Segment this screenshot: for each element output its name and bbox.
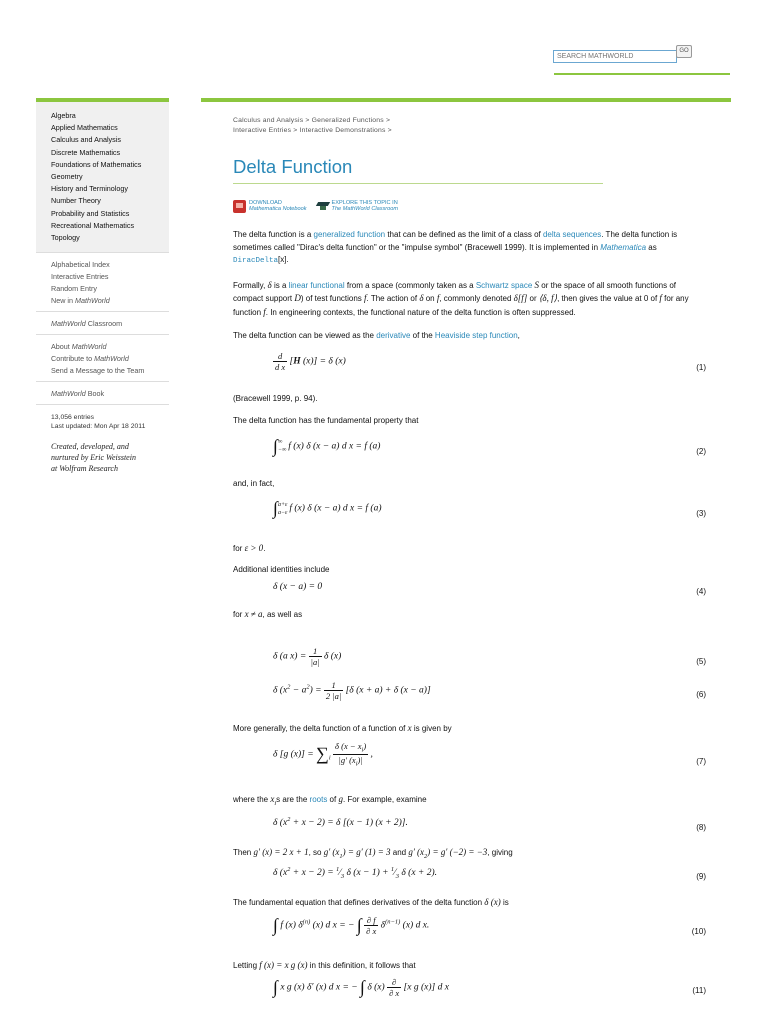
topic-number-theory[interactable]: Number Theory: [51, 196, 101, 206]
delta-sequences-link[interactable]: delta sequences: [542, 230, 602, 239]
new-in-italic: MathWorld: [74, 296, 110, 306]
download-line-1: DOWNLOAD: [249, 199, 282, 206]
topic-calculus-and-analysis[interactable]: Calculus and Analysis: [51, 135, 121, 145]
equation-6: δ $(x^2 - a^2)$ = $\frac{1}{2 |a|}$ [δ (x + a) + δ (x − a)] (6): [273, 679, 706, 701]
book-rest: Book: [85, 389, 105, 399]
generalized-function-link[interactable]: generalized function: [313, 230, 386, 239]
formal-paragraph: Formally, δ is a linear functional from a space (commonly taken as a Schwartz space S or the space of all smooth functions of compact support D) of test functions f. The action of δ on f, commonly denoted δ[f] or ⟨δ, f⟩, then gives the value at 0 of f for any function f. In engineering contexts, the functional nature of the delta function is often suppressed.: [233, 279, 689, 317]
t: where the: [233, 795, 271, 804]
roots-link[interactable]: roots: [309, 795, 328, 804]
nav-block-2: [36, 311, 169, 334]
t: for: [233, 610, 245, 619]
download-line-2: Mathematica Notebook: [249, 206, 307, 212]
equation-number-3: (3): [696, 509, 706, 518]
nav-block-1: [36, 252, 169, 311]
equation-number-7: (7): [696, 757, 706, 766]
topic-algebra[interactable]: Algebra: [51, 111, 76, 120]
topic-foundations-of-mathematics[interactable]: Foundations of Mathematics: [51, 159, 142, 169]
book-link[interactable]: [51, 388, 169, 400]
t: , commonly denoted: [439, 294, 514, 303]
t: The fundamental equation that defines derivatives of the delta function: [233, 897, 485, 907]
graduation-cap-icon: [317, 200, 329, 212]
t: Letting: [233, 961, 260, 971]
random-entry-link[interactable]: Random Entry: [51, 284, 97, 294]
about-prefix: About: [51, 342, 72, 352]
equation-number-6: (6): [696, 689, 706, 699]
contribute-prefix: Contribute to: [51, 354, 95, 364]
t: for: [233, 544, 245, 553]
classroom-link[interactable]: [51, 318, 169, 330]
t: or the space of all smooth functions of compact support: [233, 280, 677, 303]
equation-number-5: (5): [696, 656, 706, 666]
main-bar: [201, 98, 731, 102]
t: in this definition, it follows that: [307, 961, 416, 971]
t: is: [500, 897, 509, 907]
interactive-entries-link[interactable]: Interactive Entries: [51, 272, 109, 282]
topic-topology[interactable]: Topology: [51, 233, 80, 243]
t: s are the: [276, 795, 310, 804]
breadcrumb-line-1[interactable]: Calculus and Analysis > Generalized Functions >: [233, 117, 391, 124]
topic-probability-and-statistics[interactable]: Probability and Statistics: [51, 208, 130, 218]
send-message-link[interactable]: Send a Message to the Team: [51, 366, 145, 376]
equation-number-9: (9): [696, 871, 706, 881]
t: of: [327, 795, 339, 804]
t: on: [423, 294, 437, 303]
explore-line-1: EXPLORE THIS TOPIC IN: [331, 199, 398, 206]
t: ,: [517, 331, 520, 340]
go-button[interactable]: GO: [676, 45, 692, 58]
equation-4: δ (x − a) = 0 (4): [273, 582, 706, 596]
t: , then gives the value at 0 of: [557, 294, 660, 303]
t: and: [390, 848, 409, 858]
equation-number-1: (1): [696, 362, 706, 372]
classroom-italic: MathWorld: [51, 319, 86, 329]
t: is a: [271, 280, 289, 290]
as-well-paragraph: for x ≠ a, as well as: [233, 609, 303, 619]
mathematica-link[interactable]: Mathematica: [600, 242, 647, 252]
t: Formally,: [233, 280, 268, 290]
t: .: [263, 544, 266, 553]
header-rule: [554, 73, 730, 75]
citation-paragraph: (Bracewell 1999, p. 94).: [233, 393, 318, 403]
title-rule: [233, 183, 603, 184]
t: . The delta function is sometimes called "Dirac's delta function" or the "impulse symbol" (Bracewell 1999). It is implemented in: [233, 230, 678, 252]
new-in-label: New in: [51, 296, 75, 306]
derivative-paragraph: [233, 330, 698, 343]
equation-9: δ $(x^2 + x - 2)$ = $^1⁄_3$ δ $(x - 1) + ^1⁄_3$ δ (x + 2). (9): [273, 865, 706, 881]
book-italic: MathWorld: [51, 389, 86, 399]
equation-number-8: (8): [696, 823, 706, 833]
equation-1: $\frac{d}{\text{d x}}$ [H (x)] = δ (x) (1): [275, 350, 706, 372]
diracdelta-link[interactable]: DiracDelta: [233, 257, 279, 265]
topic-list: [36, 102, 169, 252]
equation-2: ∫∞ −∞ f (x) δ (x − a) d x = f (a) (2): [273, 435, 706, 456]
t: More generally, the delta function of a function of: [233, 723, 408, 733]
credit: [36, 431, 169, 474]
topic-history-and-terminology[interactable]: History and Terminology: [51, 184, 128, 194]
t: ) of test functions: [300, 294, 365, 303]
t: or: [527, 294, 539, 303]
t: . For example, examine: [342, 795, 427, 804]
page-title: Delta Function: [233, 156, 353, 177]
search-box: [553, 45, 689, 63]
derivative-link[interactable]: derivative: [376, 331, 411, 340]
schwartz-space-link[interactable]: Schwartz space: [475, 280, 533, 290]
contribute-italic: MathWorld: [94, 354, 129, 364]
alphabetical-index-link[interactable]: Alphabetical Index: [51, 260, 110, 270]
main-content: [201, 98, 731, 1007]
t: as: [646, 242, 657, 252]
t: . In engineering contexts, the functional nature of the delta function is often suppressed.: [265, 307, 576, 317]
explore-classroom-link[interactable]: [317, 198, 399, 214]
credit-line-1: Created, developed, and: [51, 442, 129, 452]
about-link[interactable]: [51, 341, 169, 353]
roots-paragraph: where the $x_is$ are the roots of g. For example, examine: [233, 794, 427, 807]
t: The delta function can be viewed as the: [233, 331, 377, 340]
nav-block-4: [36, 381, 169, 404]
letting-paragraph: Letting f (x) = x g (x) in this definition, it follows that: [233, 960, 416, 971]
topic-recreational-mathematics[interactable]: Recreational Mathematics: [51, 220, 135, 230]
new-in-mathworld-link[interactable]: [51, 295, 169, 307]
intro-paragraph: [233, 229, 698, 268]
t: for any function: [233, 294, 689, 317]
t: of the: [410, 331, 435, 340]
search-input[interactable]: [553, 50, 677, 63]
t: , as well as: [262, 610, 303, 619]
classroom-rest: Classroom: [85, 319, 123, 329]
equation-5: δ (a x) = $\frac{1}{|a|}$ δ (x) (5): [273, 645, 706, 667]
topic-geometry[interactable]: Geometry: [51, 172, 83, 182]
t: [x].: [278, 255, 289, 264]
breadcrumb-line-2[interactable]: Interactive Entries > Interactive Demonstrations >: [233, 127, 392, 134]
equation-11: ∫ x g (x) δ′ (x) d x = − ∫ δ (x) $\frac{\partial}{\partial x}$ [x g (x)] d x (11): [273, 976, 706, 998]
topic-discrete-mathematics[interactable]: Discrete Mathematics: [51, 147, 121, 157]
nav-block-3: [36, 334, 169, 381]
t: , so: [308, 848, 324, 858]
t: . The action of: [366, 294, 420, 303]
download-row: [233, 198, 698, 214]
t: that can be defined as the limit of a class of: [385, 230, 543, 239]
download-notebook-link[interactable]: [233, 198, 307, 214]
equation-3: ∫a+ε a−ε f (x) δ (x − a) d x = f (a) (3): [273, 498, 706, 518]
equation-number-4: (4): [696, 587, 706, 596]
topic-applied-mathematics[interactable]: Applied Mathematics: [51, 123, 118, 133]
equation-number-10: (10): [691, 927, 706, 937]
t: The delta function is a: [233, 230, 314, 239]
notebook-icon: [233, 200, 246, 213]
entry-count: 13,056 entries: [51, 414, 95, 422]
linear-functional-link[interactable]: linear functional: [288, 280, 345, 290]
generally-paragraph: More generally, the delta function of a function of x is given by: [233, 722, 452, 733]
property-paragraph: The delta function has the fundamental property that: [233, 416, 419, 425]
sidebar: [36, 98, 169, 474]
credit-line-2: nurtured by Eric Weisstein: [51, 453, 136, 463]
equation-8: δ $(x^2 + x - 2) = \delta$ [(x − 1) (x + 2)]. (8): [273, 816, 706, 833]
identities-paragraph: Additional identities include: [233, 564, 330, 574]
in-fact-paragraph: and, in fact,: [233, 478, 275, 488]
equation-10: ∫ f (x) $\delta^{(n)}$ (x) d x = − ∫ $\frac{\partial f}{\partial x}$ $\delta^{(n-1)}$ (x) d x. (10): [273, 915, 706, 937]
t: from a space (commonly taken as a: [344, 280, 476, 290]
heaviside-link[interactable]: Heaviside step function: [434, 331, 518, 340]
t: is given by: [411, 723, 452, 733]
explore-line-2: The MathWorld Classroom: [331, 206, 399, 212]
equation-7: δ [g $(x)] = \sum_i$ $\frac{\delta (x - x_i)}{|g' (x_i)|}$ , (7): [273, 741, 706, 768]
then-paragraph: Then g′ (x) = 2 x + 1, so g′ $(x_1) = g'$ (1) = 3 and g′ $(x_2) = g'$ (−2) = −3, giving: [233, 847, 513, 861]
site-stats: [36, 404, 169, 431]
equation-number-11: (11): [692, 985, 706, 995]
t: Then: [233, 848, 254, 858]
breadcrumb: [233, 116, 698, 136]
epsilon-paragraph: for ε > 0.: [233, 543, 266, 553]
credit-line-3: at Wolfram Research: [51, 464, 118, 474]
contribute-link[interactable]: [51, 353, 169, 365]
t: , giving: [487, 848, 513, 858]
last-updated: Last updated: Mon Apr 18 2011: [51, 423, 146, 431]
about-italic: MathWorld: [71, 342, 107, 352]
fundamental-paragraph: The fundamental equation that defines derivatives of the delta function δ (x) is: [233, 896, 509, 907]
equation-number-2: (2): [696, 446, 706, 456]
